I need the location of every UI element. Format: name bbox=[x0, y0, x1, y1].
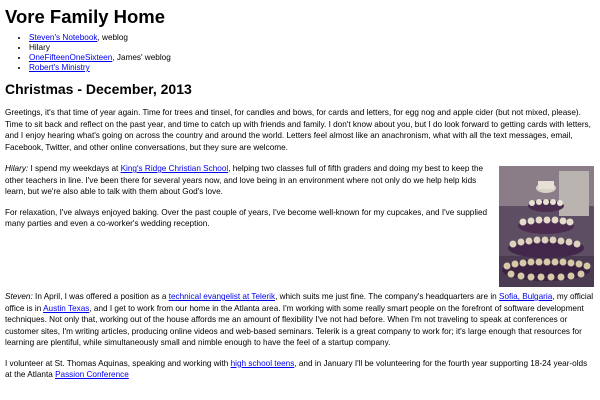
nav-link-onefifteen[interactable]: OneFifteenOneSixteen bbox=[29, 53, 113, 62]
sofia-link[interactable]: Sofia, Bulgaria bbox=[499, 292, 553, 301]
article-heading: Christmas - December, 2013 bbox=[5, 81, 192, 97]
steven-name: Steven: bbox=[5, 292, 33, 301]
hilary-paragraph-1: Hilary: I spend my weekdays at King's Ridge Christian School, helping two classes full of fifth graders and doing my best to keep the other teachers in line. I've been there for several years now, and love being in an environment where not only do we help help kids learn, but we're also able to talk with them about God's love. bbox=[5, 164, 484, 196]
nav-item-roberts-ministry bbox=[29, 63, 595, 73]
nav-link-stevens-notebook[interactable]: Steven's Notebook bbox=[29, 33, 98, 42]
site-title: Vore Family Home bbox=[5, 6, 166, 27]
nav-item-stevens-notebook: • Steven's Notebook, weblog bbox=[29, 33, 595, 43]
steven-paragraph: Steven: In April, I was offered a position as a technical evangelist at Telerik, which suits me just fine. The company's headquarters are in Sofia, Bulgaria, my official office is in Austin Texas, and I get to work from our home in the Atlanta area. I'm working with some really smart people on the forefront of software development techniques. Not only that, working out of the house affords me an amount of flexibility I've not had before. When I'm not traveling to speak at conferences or customer sites, I'm writing articles, producing online videos and web-based seminars. Telerik is a great company to work for; it's large enough that resources for learning are plentiful, while simultaneously small and nimble enough to have the feel of a startup company. bbox=[5, 292, 594, 347]
cupcake-tower-photo bbox=[499, 166, 594, 287]
hilary-section bbox=[5, 163, 595, 291]
intro-paragraph: Greetings, it's that time of year again. Time for trees and tinsel, for candles and bows, for cards and letters, for egg nog and apple cider (but not mixed, please). Time to sit back and reflect on the past year, and time to catch up with friends and family. I don't know about you, but I do look forward to getting cards with letters, and I enjoy hearing what's going on across the country and around the world. Letters feel almost like an anachronism, what with all the text messages, email, Facebook, Twitter, and other online conversations, but they sure are welcome. bbox=[5, 108, 591, 152]
site-nav bbox=[5, 33, 595, 73]
hilary-paragraph-2: For relaxation, I've always enjoyed baking. Over the past couple of years, I've become well-known for my cupcakes, and I've supplied many parties and even a co-worker's wedding reception. bbox=[5, 207, 488, 228]
hilary-name: Hilary: bbox=[5, 164, 29, 173]
nav-item-hilary: • Hilary bbox=[29, 43, 595, 53]
high-school-teens-link[interactable]: high school teens bbox=[230, 358, 295, 368]
kings-ridge-link[interactable]: King's Ridge Christian School bbox=[120, 164, 229, 173]
nav-item-onefifteen: • OneFifteenOneSixteen, James' weblog bbox=[29, 53, 595, 63]
volunteer-paragraph: I volunteer at St. Thomas Aquinas, speaking and working with high school teens, and in January I'll be volunteering for the fourth year supporting 18-24 year-olds at the Atlanta Passion Conference bbox=[5, 358, 588, 379]
passion-conference-link[interactable]: Passion Conference bbox=[55, 370, 129, 379]
telerik-link[interactable]: technical evangelist at Telerik bbox=[168, 292, 276, 301]
austin-link[interactable]: Austin Texas bbox=[43, 303, 90, 313]
nav-link-roberts-ministry[interactable]: Robert's Ministry bbox=[29, 63, 90, 72]
cupcake-tower-image bbox=[499, 166, 594, 287]
